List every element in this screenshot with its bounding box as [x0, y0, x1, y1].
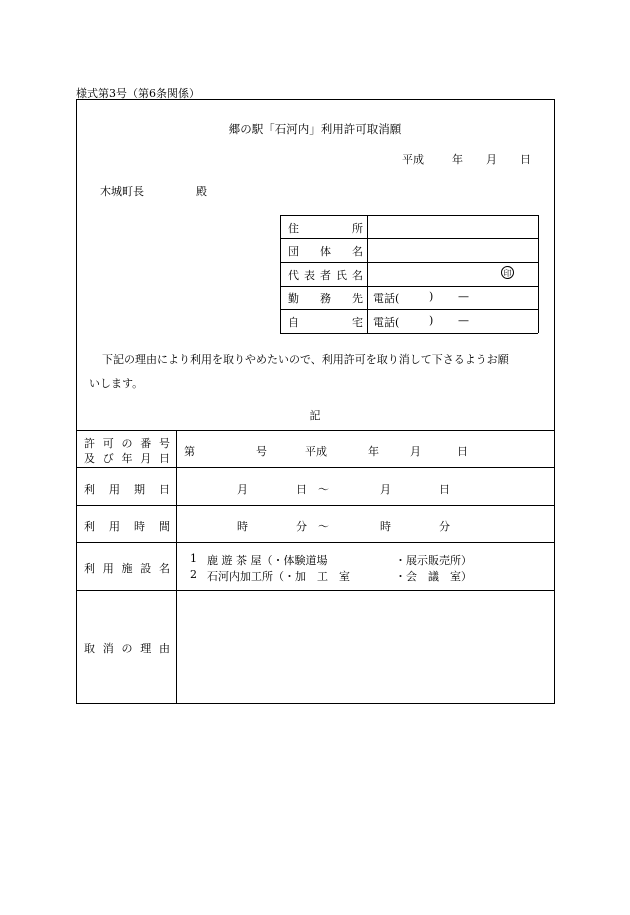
request-text-line1: 下記の理由により利用を取りやめたいので、利用許可を取り消して下さるようお願: [102, 353, 509, 366]
permit-go: 号: [256, 445, 267, 458]
reason-field[interactable]: [182, 596, 548, 698]
period-day2: 日: [439, 483, 450, 496]
home-phone-label: 電話(: [373, 316, 400, 329]
representative-field[interactable]: [372, 267, 492, 281]
facility-label: 利 用 施 設 名: [84, 562, 170, 575]
time-label: 利 用 時 間: [84, 520, 170, 533]
facility-2-extra: ・会 議 室）: [395, 570, 472, 583]
period-month2: 月: [380, 483, 391, 496]
period-tilde: ～: [318, 483, 329, 496]
addressee-honorific: 殿: [196, 185, 207, 198]
address-field[interactable]: [372, 220, 532, 234]
date-year: 年: [452, 153, 463, 166]
group-name-label: 団 体 名: [288, 245, 363, 258]
time-min1: 分: [296, 520, 307, 533]
time-hour2: 時: [380, 520, 391, 533]
date-era: 平成: [402, 153, 424, 166]
facility-1-name: 鹿 遊 茶 屋（・体験道場: [207, 554, 328, 567]
period-label: 利 用 期 日: [84, 483, 170, 496]
home-phone-dash: —: [458, 314, 469, 327]
permit-label-line2: 及 び 年 月 日: [84, 452, 170, 465]
facility-1-num: 1: [190, 552, 197, 565]
date-month: 月: [486, 153, 497, 166]
facility-2-name: 石河内加工所（・加 工 室: [207, 570, 350, 583]
permit-label-line1: 許 可 の 番 号: [84, 437, 170, 450]
workplace-phone-label: 電話(: [373, 292, 400, 305]
time-min2: 分: [439, 520, 450, 533]
group-name-field[interactable]: [372, 243, 532, 257]
period-day1: 日: [296, 483, 307, 496]
permit-month: 月: [410, 445, 421, 458]
seal-mark: 印: [501, 266, 514, 279]
home-phone-paren: ): [429, 314, 434, 327]
request-text-line2: いします。: [89, 377, 144, 390]
time-tilde: ～: [318, 520, 329, 533]
permit-day: 日: [457, 445, 468, 458]
workplace-phone-paren: ): [429, 290, 434, 303]
addressee-name: 木城町長: [100, 185, 144, 198]
facility-2-num: 2: [190, 568, 197, 581]
representative-label: 代 表 者 氏 名: [288, 269, 363, 282]
ki-label: 記: [309, 409, 321, 422]
address-label: 住 所: [288, 222, 363, 235]
form-number: 様式第3号（第6条関係）: [76, 87, 200, 100]
date-day: 日: [520, 153, 531, 166]
facility-1-extra: ・展示販売所）: [395, 554, 472, 567]
permit-year: 年: [368, 445, 379, 458]
permit-era: 平成: [305, 445, 327, 458]
permit-dai: 第: [184, 445, 195, 458]
period-month1: 月: [237, 483, 248, 496]
reason-label: 取 消 の 理 由: [84, 642, 170, 655]
workplace-label: 勤 務 先: [288, 292, 363, 305]
form-title: 郷の駅「石河内」利用許可取消願: [228, 122, 402, 136]
time-hour1: 時: [237, 520, 248, 533]
home-label: 自 宅: [288, 316, 363, 329]
workplace-phone-dash: —: [458, 290, 469, 303]
